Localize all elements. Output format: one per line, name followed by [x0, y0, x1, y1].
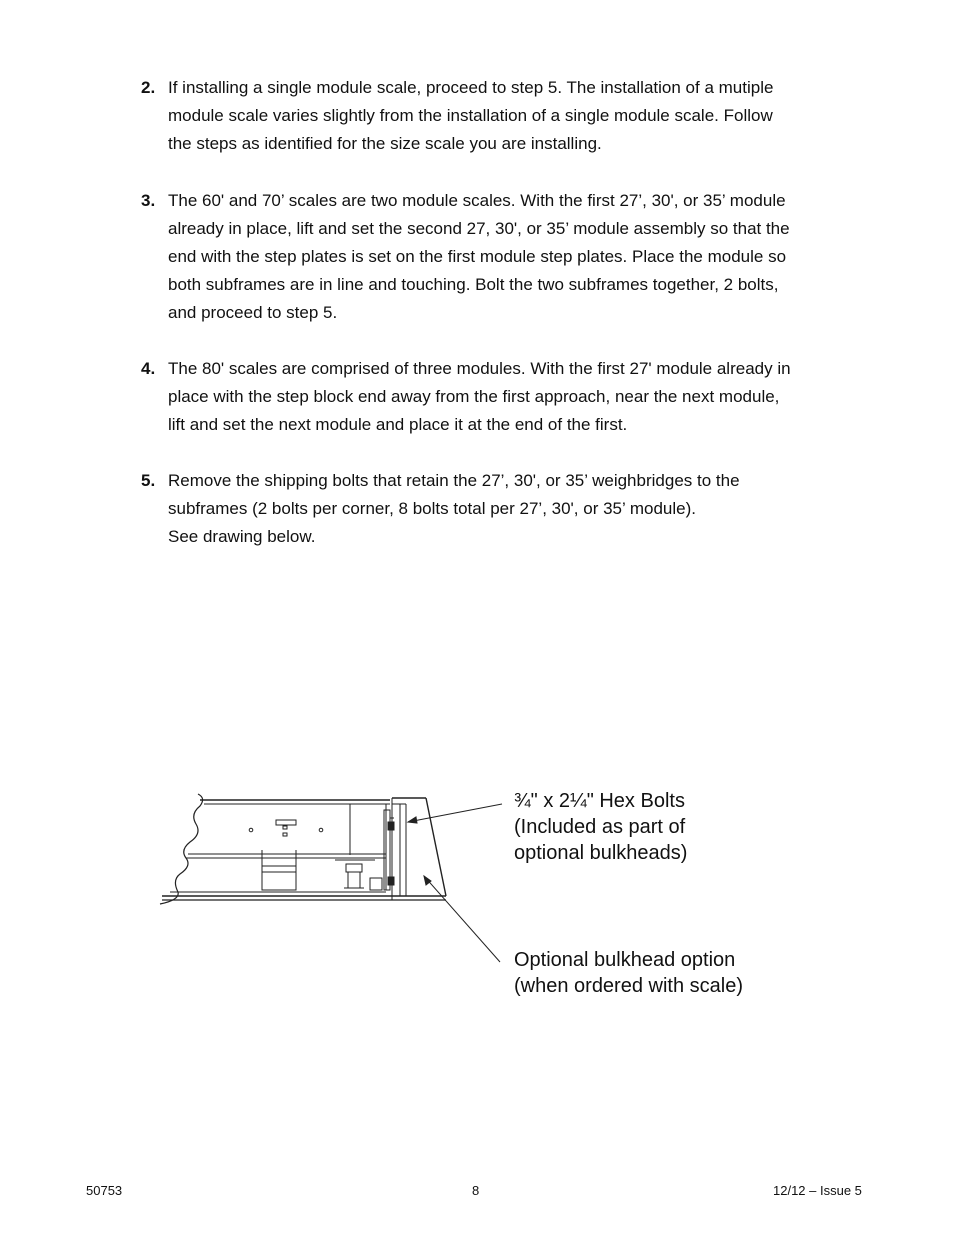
step-text	[168, 74, 871, 158]
step-text-line: module scale varies slightly from the installation of a single module scale. Follow	[168, 106, 773, 125]
step-text-line: The 60' and 70’ scales are two module scales. With the first 27’, 30', or 35’ module	[168, 191, 786, 210]
bulkhead-arrowhead	[424, 876, 431, 885]
callout-line: (when ordered with scale)	[514, 975, 743, 997]
step-2	[141, 74, 871, 158]
issue-date: 12/12 – Issue 5	[773, 1183, 862, 1198]
step-text-line: The 80' scales are comprised of three modules. With the first 27' module already in	[168, 359, 791, 378]
callout-line: optional bulkheads)	[514, 842, 688, 864]
step-text-line: See drawing below.	[168, 527, 316, 546]
callout-line: Optional bulkhead option	[514, 949, 736, 971]
step-text-line: and proceed to step 5.	[168, 303, 338, 322]
step-text-line: place with the step block end away from the first approach, near the next module,	[168, 387, 780, 406]
step-text-line: If installing a single module scale, proceed to step 5. The installation of a mutiple	[168, 78, 774, 97]
hex-bolts-callout	[514, 788, 687, 866]
bolt-leader-line	[408, 804, 502, 822]
step-text-line: the steps as identified for the size scale you are installing.	[168, 134, 602, 153]
scale-bulkhead-drawing	[150, 780, 510, 980]
callout-line: (Included as part of	[514, 816, 686, 838]
step-3	[141, 187, 871, 327]
step-5	[141, 467, 871, 551]
step-text-line: both subframes are in line and touching. Bolt the two subframes together, 2 bolts,	[168, 275, 779, 294]
step-text-line: already in place, lift and set the second 27, 30', or 35’ module assembly so that the	[168, 219, 790, 238]
step-text-line: end with the step plates is set on the first module step plates. Place the module so	[168, 247, 787, 266]
callout-line: ¾" x 2¼" Hex Bolts	[514, 790, 685, 812]
step-number: 4.	[141, 359, 156, 378]
step-text	[168, 467, 871, 551]
bulkhead-leader-line	[424, 876, 500, 962]
step-text	[168, 355, 871, 439]
step-text-line: lift and set the next module and place it at the end of the first.	[168, 415, 628, 434]
step-number: 2.	[141, 78, 156, 97]
break-line	[160, 794, 203, 904]
step-text-line: Remove the shipping bolts that retain the 27’, 30', or 35’ weighbridges to the	[168, 471, 740, 490]
bolt-arrowhead	[408, 817, 417, 823]
page-number: 8	[472, 1183, 480, 1198]
step-number: 3.	[141, 191, 156, 210]
document-number: 50753	[86, 1183, 123, 1198]
step-number: 5.	[141, 471, 156, 490]
step-text-line: subframes (2 bolts per corner, 8 bolts total per 27’, 30', or 35’ module).	[168, 499, 696, 518]
step-4	[141, 355, 871, 439]
step-text	[168, 187, 871, 327]
bulkhead-callout	[514, 947, 743, 999]
